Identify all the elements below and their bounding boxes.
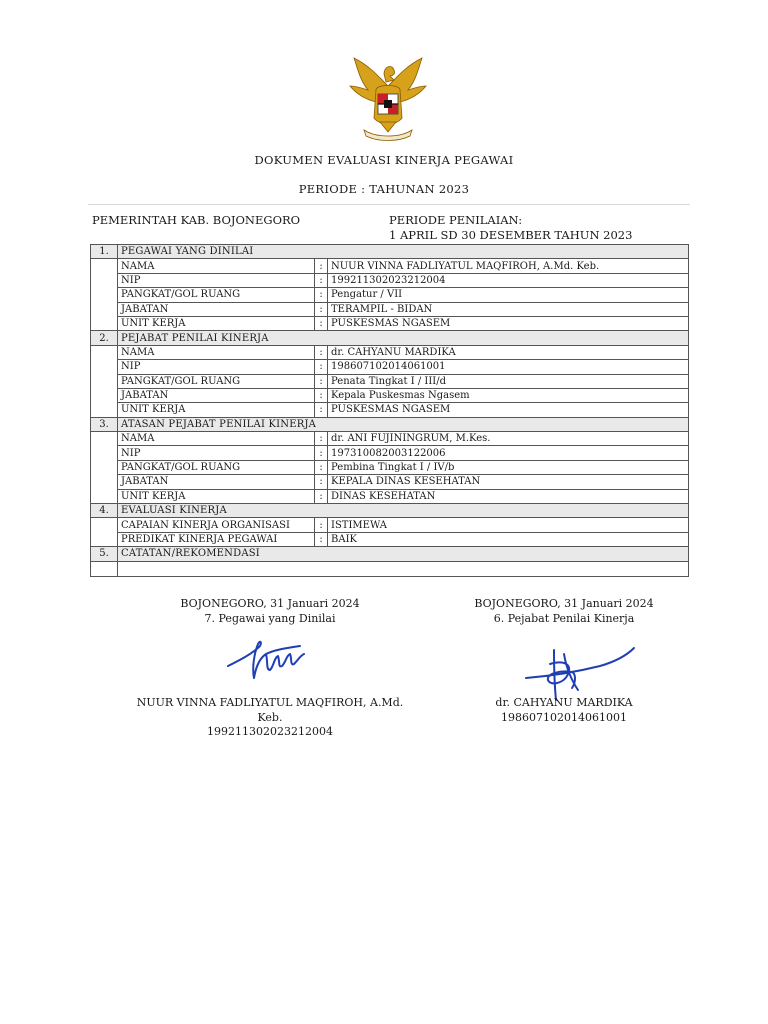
field-label: NIP — [118, 360, 315, 374]
colon: : — [315, 302, 328, 316]
notes-content — [118, 561, 689, 576]
assessment-period-label: PERIODE PENILAIAN: — [389, 213, 523, 227]
colon: : — [315, 432, 328, 446]
field-label: NIP — [118, 273, 315, 287]
right-role: 6. Pejabat Penilai Kinerja — [493, 611, 635, 625]
field-value: TERAMPIL - BIDAN — [328, 302, 689, 316]
field-value: Pengatur / VII — [328, 288, 689, 302]
table-row — [91, 259, 689, 273]
field-label: NAMA — [118, 259, 315, 273]
colon: : — [315, 388, 328, 402]
field-value: NUUR VINNA FADLIYATUL MAQFIROH, A.Md. Keb. — [328, 259, 689, 273]
table-row — [91, 460, 689, 474]
field-value: BAIK — [328, 532, 689, 546]
colon: : — [315, 345, 328, 359]
section-title: PEJABAT PENILAI KINERJA — [118, 331, 689, 345]
field-label: CAPAIAN KINERJA ORGANISASI — [118, 518, 315, 532]
table-row — [91, 288, 689, 302]
section-title: CATATAN/REKOMENDASI — [118, 547, 689, 561]
right-signer-nip: 198607102014061001 — [501, 710, 627, 724]
field-value: dr. CAHYANU MARDIKA — [328, 345, 689, 359]
table-row — [91, 403, 689, 417]
field-value: Pembina Tingkat I / IV/b — [328, 460, 689, 474]
table-row — [91, 489, 689, 503]
colon: : — [315, 259, 328, 273]
colon: : — [315, 518, 328, 532]
section-title: ATASAN PEJABAT PENILAI KINERJA — [118, 417, 689, 431]
section-title: PEGAWAI YANG DINILAI — [118, 245, 689, 259]
field-label: PANGKAT/GOL RUANG — [118, 460, 315, 474]
field-label: JABATAN — [118, 388, 315, 402]
field-value: dr. ANI FUJININGRUM, M.Kes. — [328, 432, 689, 446]
field-value: 197310082003122006 — [328, 446, 689, 460]
table-row — [91, 360, 689, 374]
colon: : — [315, 273, 328, 287]
table-row — [91, 446, 689, 460]
field-value: Kepala Puskesmas Ngasem — [328, 388, 689, 402]
table-row — [91, 432, 689, 446]
section-header — [91, 417, 689, 431]
colon: : — [315, 360, 328, 374]
field-label: UNIT KERJA — [118, 403, 315, 417]
notes-row — [91, 561, 689, 576]
right-signer-name: dr. CAHYANU MARDIKA — [495, 696, 633, 709]
field-label: NIP — [118, 446, 315, 460]
table-row — [91, 518, 689, 532]
section-header — [91, 547, 689, 561]
document-title: DOKUMEN EVALUASI KINERJA PEGAWAI — [254, 153, 514, 167]
field-label: PANGKAT/GOL RUANG — [118, 374, 315, 388]
left-signer-nip: 199211302023212004 — [207, 725, 333, 738]
colon: : — [315, 374, 328, 388]
document-period: PERIODE : TAHUNAN 2023 — [298, 182, 470, 196]
section-number: 2. — [91, 331, 118, 345]
colon: : — [315, 316, 328, 330]
section-number: 4. — [91, 504, 118, 518]
section-number: 5. — [91, 547, 118, 561]
left-signer-name: NUUR VINNA FADLIYATUL MAQFIROH, A.Md. Keb. — [136, 696, 404, 724]
field-label: JABATAN — [118, 475, 315, 489]
left-signature-footer — [130, 696, 410, 740]
left-role: 7. Pegawai yang Dinilai — [204, 611, 336, 625]
section-header — [91, 504, 689, 518]
colon: : — [315, 446, 328, 460]
left-signature-header — [130, 597, 410, 626]
field-label: PANGKAT/GOL RUANG — [118, 288, 315, 302]
section-number: 3. — [91, 417, 118, 431]
assessment-period-value: 1 APRIL SD 30 DESEMBER TAHUN 2023 — [389, 228, 633, 242]
table-row — [91, 532, 689, 546]
assessment-period — [389, 213, 632, 243]
section-title: EVALUASI KINERJA — [118, 504, 689, 518]
field-label: PREDIKAT KINERJA PEGAWAI — [118, 532, 315, 546]
table-row — [91, 388, 689, 402]
colon: : — [315, 288, 328, 302]
section-number: 1. — [91, 245, 118, 259]
table-row — [91, 302, 689, 316]
divider — [88, 204, 690, 205]
field-value: DINAS KESEHATAN — [328, 489, 689, 503]
left-place-date: BOJONEGORO, 31 Januari 2024 — [180, 597, 360, 610]
field-value: 198607102014061001 — [328, 360, 689, 374]
field-label: NAMA — [118, 345, 315, 359]
field-label: NAMA — [118, 432, 315, 446]
table-row — [91, 316, 689, 330]
field-label: UNIT KERJA — [118, 489, 315, 503]
field-value: 199211302023212004 — [328, 273, 689, 287]
agency-name: PEMERINTAH KAB. BOJONEGORO — [92, 213, 301, 227]
colon: : — [315, 475, 328, 489]
colon: : — [315, 489, 328, 503]
field-label: UNIT KERJA — [118, 316, 315, 330]
field-value: PUSKESMAS NGASEM — [328, 316, 689, 330]
field-value: Penata Tingkat I / III/d — [328, 374, 689, 388]
colon: : — [315, 460, 328, 474]
field-value: KEPALA DINAS KESEHATAN — [328, 475, 689, 489]
field-value: ISTIMEWA — [328, 518, 689, 532]
garuda-emblem-icon — [340, 56, 436, 142]
colon: : — [315, 532, 328, 546]
right-signature-header — [430, 597, 698, 626]
right-place-date: BOJONEGORO, 31 Januari 2024 — [474, 597, 654, 610]
right-signature-footer — [430, 696, 698, 725]
colon: : — [315, 403, 328, 417]
section-header — [91, 331, 689, 345]
field-value: PUSKESMAS NGASEM — [328, 403, 689, 417]
evaluation-table — [90, 244, 689, 577]
field-label: JABATAN — [118, 302, 315, 316]
signature-left-icon — [226, 636, 310, 682]
table-row — [91, 374, 689, 388]
table-row — [91, 475, 689, 489]
section-header — [91, 245, 689, 259]
table-row — [91, 273, 689, 287]
table-row — [91, 345, 689, 359]
